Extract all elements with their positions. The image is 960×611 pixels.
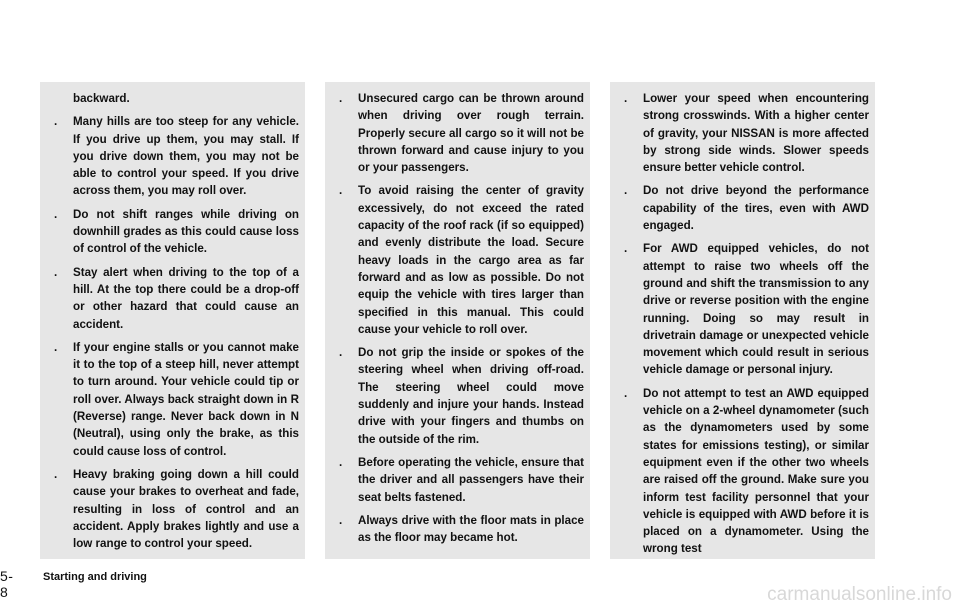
list-item: [52, 113, 299, 199]
warning-column-2: [325, 82, 590, 559]
list-item: [622, 182, 869, 234]
item-text: Do not attempt to test an AWD equipped vehicle on a 2-wheel dynamometer (such as the dynamometers used by some states for emissions testing), or similar equipment even if the other two wheels are raised off the ground. Make sure you inform test facility personnel that your vehicle is equipped with AWD before it is placed on a dynamometer. Using the wrong test: [643, 386, 869, 556]
bullet: .: [54, 265, 58, 279]
list-item: [52, 264, 299, 333]
item-text: Before operating the vehicle, ensure that the driver and all passengers have their seat belts fastened.: [358, 455, 584, 504]
section-title: Starting and driving: [43, 571, 147, 583]
list-item: [52, 466, 299, 552]
bullet: .: [54, 467, 58, 481]
watermark: carmanualsonline.info: [767, 584, 952, 605]
list-item: [622, 240, 869, 378]
item-text: Lower your speed when encountering strong crosswinds. With a higher center of gravity, your NISSAN is more affected by strong side winds. Slower speeds ensure better vehicle control.: [643, 92, 869, 175]
item-text: Do not shift ranges while driving on downhill grades as this could cause loss of control of the vehicle.: [73, 207, 299, 256]
item-text: For AWD equipped vehicles, do not attempt to raise two wheels off the ground and shift the transmission to any drive or reverse position with the engine running. Doing so may result in drivetrain damage or unexpected vehicle movement which could result in serious vehicle damage or personal injury.: [643, 242, 869, 377]
item-text: Do not drive beyond the performance capability of the tires, even with AWD engaged.: [643, 184, 869, 233]
bullet: .: [339, 513, 343, 527]
list-item: [337, 182, 584, 338]
item-text: Many hills are too steep for any vehicle. If you drive up them, you may stall. If you drive down them, you may not be able to control your speed. If you drive across them, you may roll over.: [73, 115, 299, 198]
list-item: [52, 90, 299, 107]
list-item: [622, 90, 869, 176]
item-text: To avoid raising the center of gravity excessively, do not exceed the rated capacity of the roof rack (if so equipped) and evenly distribute the load. Secure heavy loads in the cargo area as far forward and as low as possible. Do not equip the vehicle with tires larger than specified in this manual. This could cause your vehicle to roll over.: [358, 184, 584, 336]
bullet: .: [339, 184, 343, 198]
bullet: .: [624, 184, 628, 198]
bullet: .: [54, 115, 58, 129]
list-item: [52, 206, 299, 258]
bullet: .: [624, 242, 628, 256]
list-item: [622, 385, 869, 558]
item-text: Stay alert when driving to the top of a hill. At the top there could be a drop-off or other hazard that could cause an accident.: [73, 265, 299, 331]
item-text: Always drive with the floor mats in place as the floor may became hot.: [358, 513, 584, 545]
list-item: [337, 90, 584, 176]
bullet: .: [339, 346, 343, 360]
bullet: .: [624, 92, 628, 105]
list-item: [52, 339, 299, 460]
bullet: .: [54, 207, 58, 221]
bullet: .: [54, 340, 58, 354]
item-text: If your engine stalls or you cannot make it to the top of a steep hill, never attempt to turn around. Your vehicle could tip or roll over. Always back straight down in R (Reverse) range. Never back down in N (Neutral), using only the brake, as this could cause loss of control.: [73, 340, 299, 458]
item-text: Unsecured cargo can be thrown around when driving over rough terrain. Properly secure all cargo so it will not be thrown forward and cause injury to you or your passengers.: [358, 92, 584, 175]
item-text: Heavy braking going down a hill could cause your brakes to overheat and fade, resulting in loss of control and an accident. Apply brakes lightly and use a low range to control your speed.: [73, 467, 299, 551]
bullet: .: [624, 386, 628, 400]
list-item: [337, 454, 584, 506]
item-text: backward.: [73, 92, 130, 105]
warning-column-3: [610, 82, 875, 559]
list-item: [337, 512, 584, 547]
item-text: Do not grip the inside or spokes of the steering wheel when driving off-road. The steering wheel could move suddenly and injure your hands. Instead drive with your fingers and thumbs on the outside of the rim.: [358, 346, 584, 446]
warning-column-1: [40, 82, 305, 559]
list-item: [337, 344, 584, 448]
page-number: 5-8: [0, 568, 14, 600]
bullet: .: [339, 455, 343, 469]
bullet: .: [339, 92, 343, 105]
